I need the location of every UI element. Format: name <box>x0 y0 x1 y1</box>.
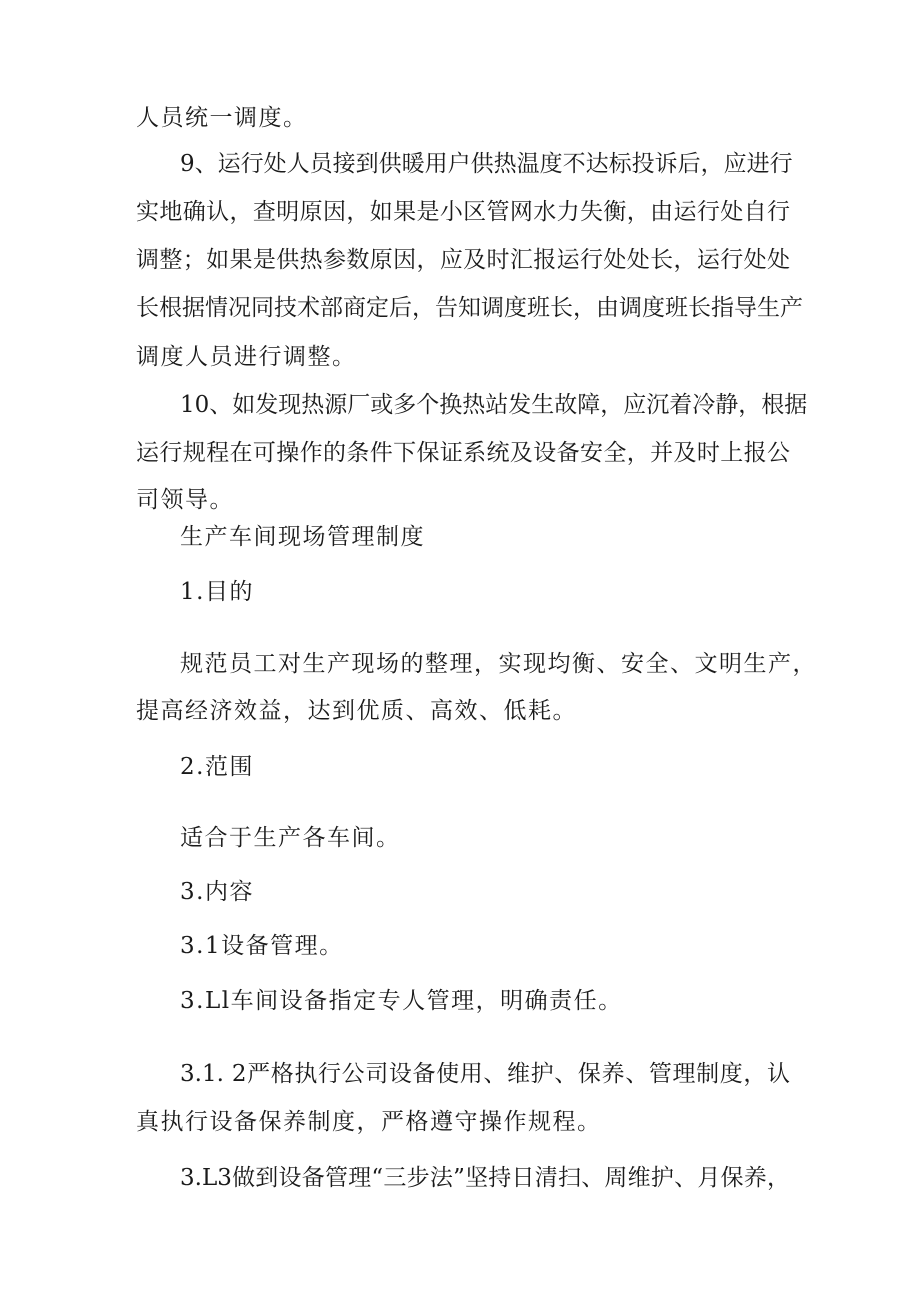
text-line: 3.Ll车间设备指定专人管理，明确责任。 <box>180 988 623 1014</box>
text-line: 3.L3做到设备管理“三步法”坚持日清扫、周维护、月保养， <box>180 1165 790 1191</box>
text-line: 运行规程在可操作的条件下保证系统及设备安全，并及时上报公 <box>136 440 790 466</box>
text-line: 人员统一调度。 <box>136 105 308 131</box>
section-title: 生产车间现场管理制度 <box>180 524 425 550</box>
text-line: 提高经济效益，达到优质、高效、低耗。 <box>136 698 577 724</box>
section-heading: 3.内容 <box>180 879 254 905</box>
subsection-heading: 3.1设备管理。 <box>180 933 344 959</box>
text-line: 实地确认，查明原因，如果是小区管网水力失衡，由运行处自行 <box>136 199 790 225</box>
text-line: 9、运行处人员接到供暖用户供热温度不达标投诉后，应进行 <box>180 151 793 177</box>
text-line: 10、如发现热源厂或多个换热站发生故障，应沉着冷静，根据 <box>180 392 808 418</box>
text-line: 3.1. 2严格执行公司设备使用、维护、保养、管理制度，认 <box>180 1061 790 1087</box>
text-line: 调度人员进行调整。 <box>136 344 357 370</box>
text-line: 适合于生产各车间。 <box>180 825 401 851</box>
text-line: 真执行设备保养制度，严格遵守操作规程。 <box>136 1109 602 1135</box>
section-heading: 1.目的 <box>180 579 254 605</box>
text-line: 长根据情况同技术部商定后，告知调度班长，由调度班长指导生产 <box>136 295 803 321</box>
text-line: 司领导。 <box>136 487 234 513</box>
section-heading: 2.范围 <box>180 754 254 780</box>
text-line: 规范员工对生产现场的整理，实现均衡、安全、文明生产， <box>180 651 817 677</box>
text-line: 调整；如果是供热参数原因，应及时汇报运行处处长，运行处处 <box>136 247 790 273</box>
